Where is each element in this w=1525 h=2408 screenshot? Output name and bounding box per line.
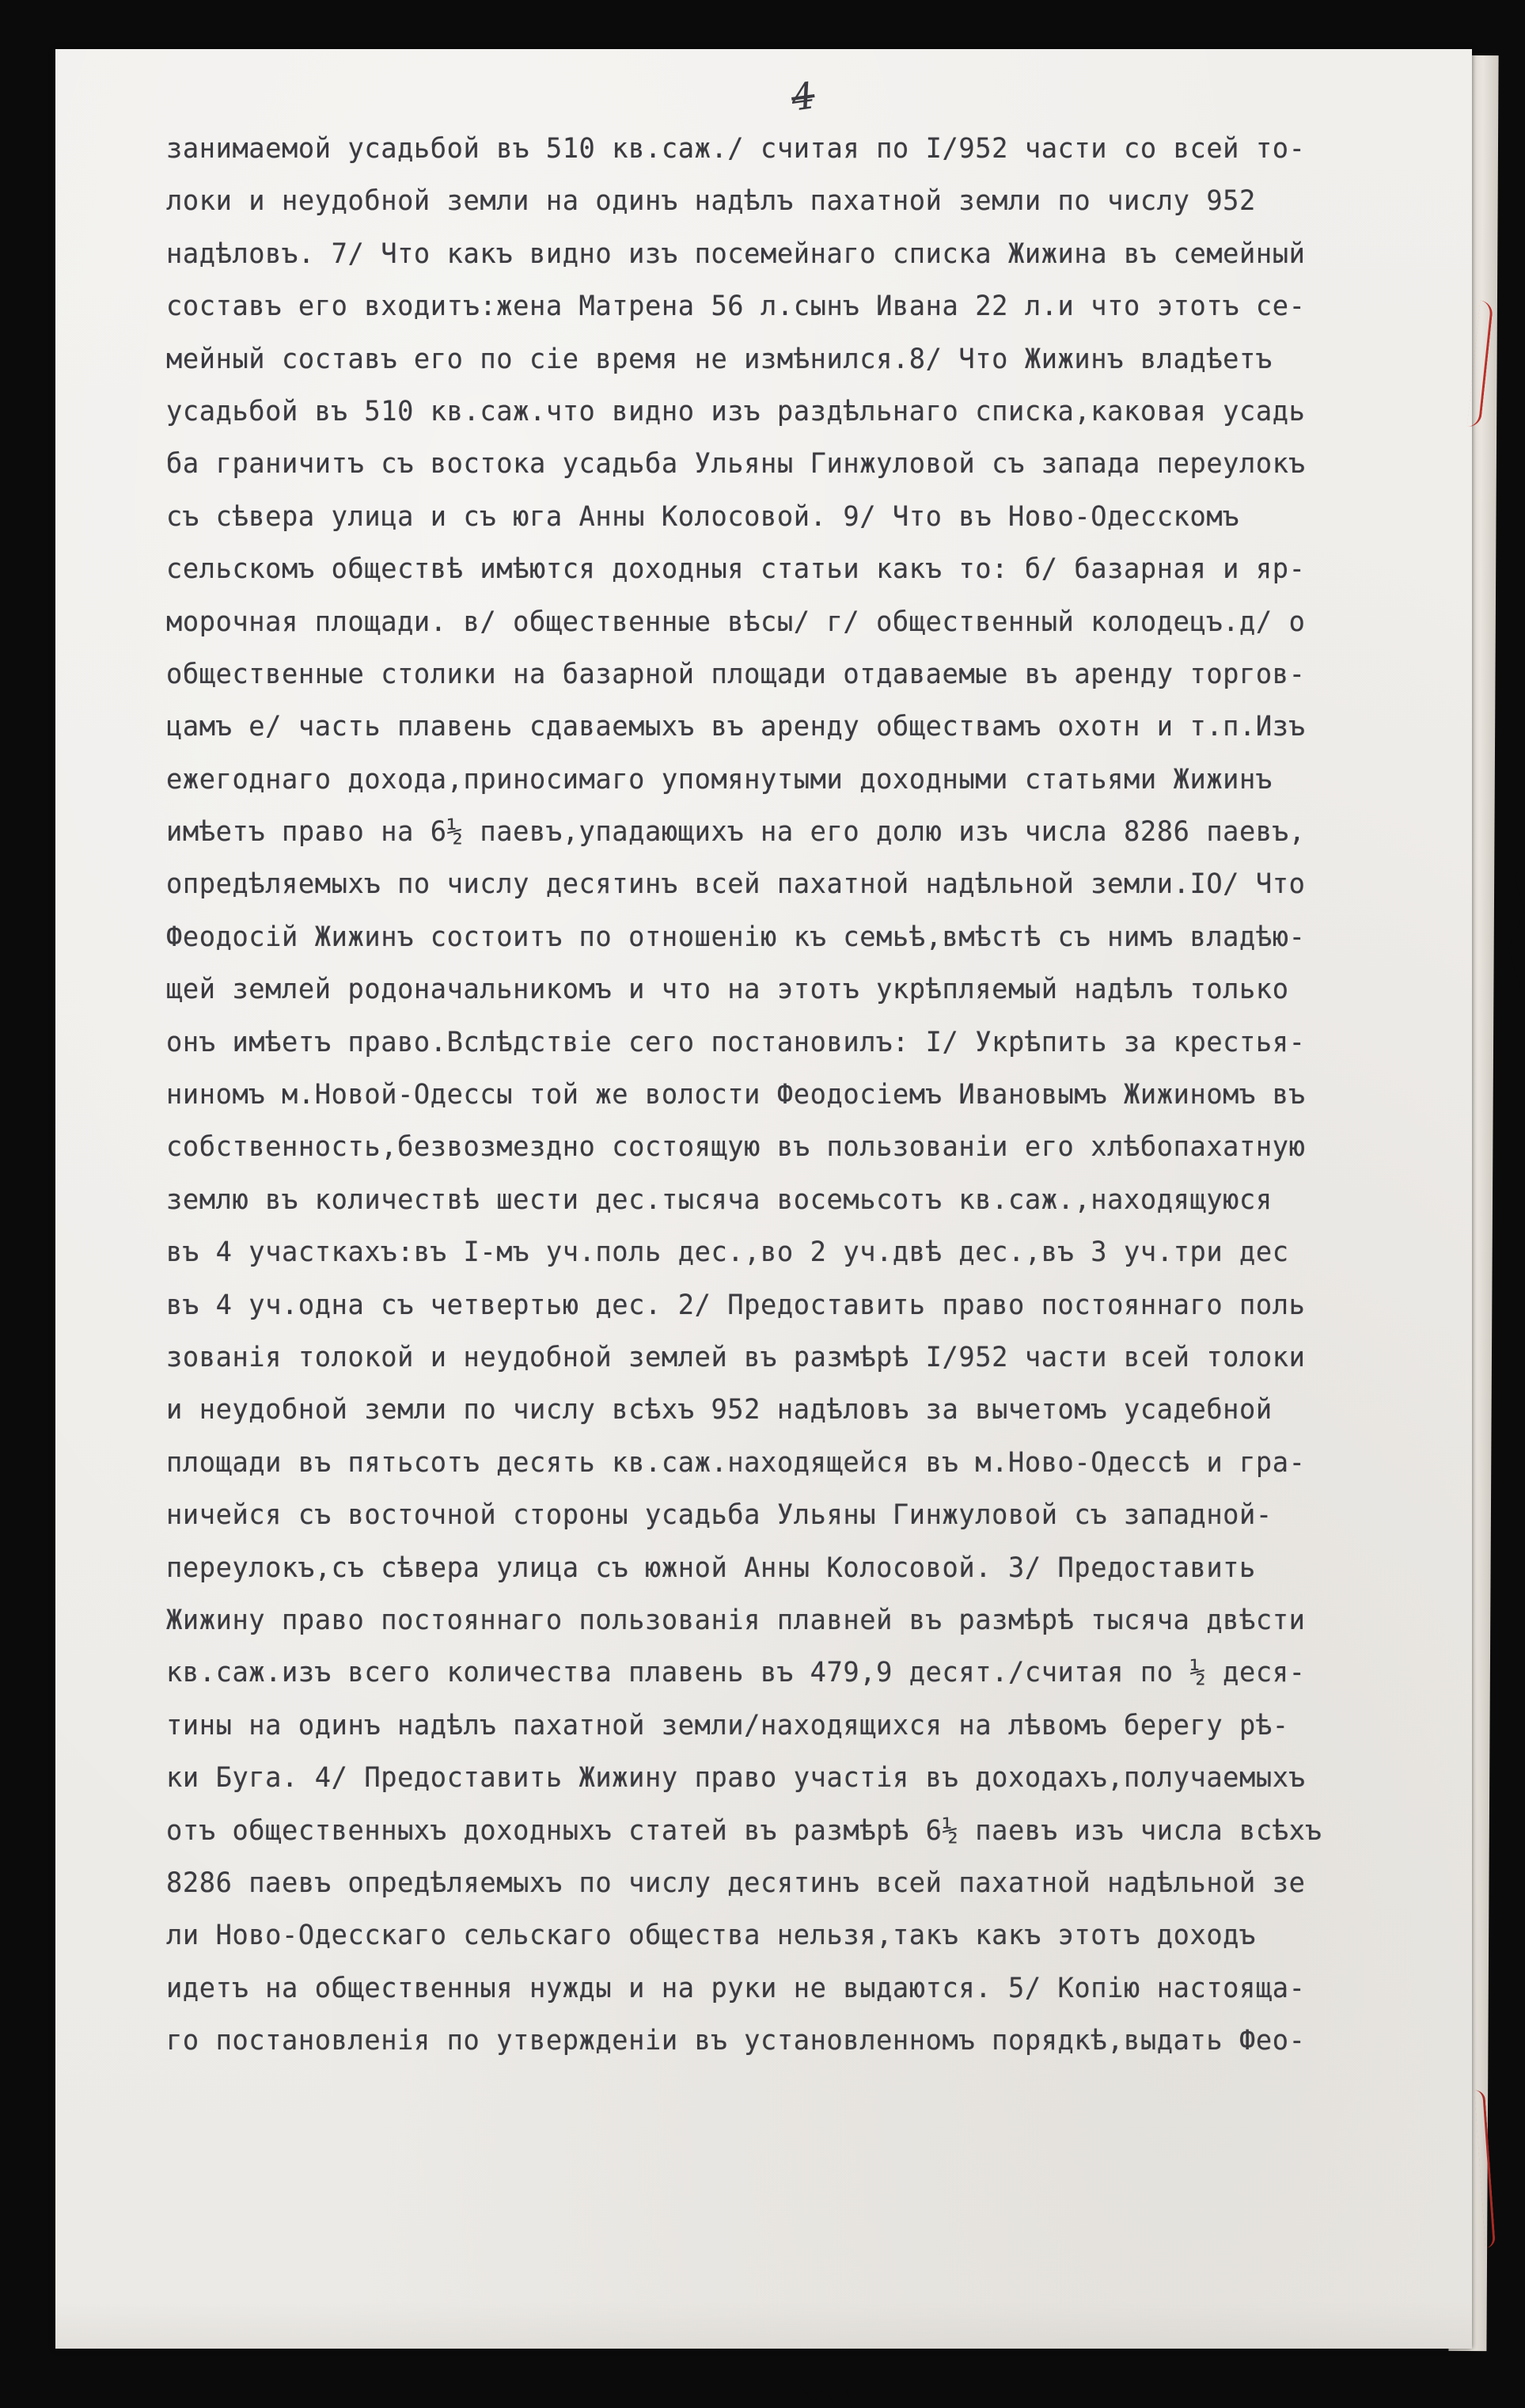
text-line: локи и неудобной земли на одинъ надѣлъ пахатной земли по числу 952	[166, 185, 1256, 218]
text-line: идетъ на общественныя нужды и на руки не выдаются. 5/ Копію настояща-	[166, 1972, 1306, 2004]
text-line: го постановленія по утвержденіи въ установленномъ порядкѣ,выдать Фео-	[166, 2025, 1306, 2057]
text-line: отъ общественныхъ доходныхъ статей въ размѣрѣ 6½ паевъ изъ числа всѣхъ	[166, 1814, 1322, 1847]
text-line: Жижину право постояннаго пользованія плавней въ размѣрѣ тысяча двѣсти	[166, 1604, 1306, 1636]
torn-edge	[1502, 849, 1525, 991]
text-line: сельскомъ обществѣ имѣются доходныя статьи какъ то: б/ базарная и яр-	[166, 553, 1306, 586]
text-line: онъ имѣетъ право.Вслѣдствіе сего постановилъ: I/ Укрѣпить за крестья-	[166, 1026, 1306, 1058]
text-line: занимаемой усадьбой въ 510 кв.саж./ считая по I/952 части со всей то-	[166, 133, 1306, 165]
bottom-notch	[799, 2384, 855, 2408]
text-line: Феодосій Жижинъ состоитъ по отношенію къ семьѣ,вмѣстѣ съ нимъ владѣю-	[166, 921, 1306, 953]
text-line: надѣловъ. 7/ Что какъ видно изъ посемейнаго списка Жижина въ семейный	[166, 237, 1306, 270]
text-line: землю въ количествѣ шести дес.тысяча восемьсотъ кв.саж.,находящуюся	[166, 1183, 1273, 1216]
text-line: и неудобной земли по числу всѣхъ 952 надѣловъ за вычетомъ усадебной	[166, 1394, 1273, 1426]
text-line: морочная площади. в/ общественные вѣсы/ г/ общественный колодецъ.д/ о	[166, 606, 1306, 638]
text-line: составъ его входитъ:жена Матрена 56 л.сынъ Ивана 22 л.и что этотъ се-	[166, 291, 1306, 323]
text-line: переулокъ,съ сѣвера улица съ южной Анны Колосовой. 3/ Предоставить	[166, 1552, 1256, 1584]
text-line: общественные столики на базарной площади отдаваемые въ аренду торгов-	[166, 658, 1306, 690]
text-line: съ сѣвера улица и съ юга Анны Колосовой. 9/ Что въ Ново-Одесскомъ	[166, 500, 1240, 533]
page-number: 4	[788, 74, 818, 120]
text-line: въ 4 уч.одна съ четвертью дес. 2/ Предоставить право постояннаго поль	[166, 1289, 1306, 1321]
text-line: кв.саж.изъ всего количества плавень въ 479,9 десят./считая по ½ деся-	[166, 1657, 1306, 1689]
text-line: ба граничитъ съ востока усадьба Ульяны Гинжуловой съ запада переулокъ	[166, 448, 1306, 480]
text-line: ки Буга. 4/ Предоставить Жижину право участія въ доходахъ,получаемыхъ	[166, 1762, 1306, 1795]
text-line: опредѣляемыхъ по числу десятинъ всей пахатной надѣльной земли.IO/ Что	[166, 868, 1306, 901]
text-line: площади въ пятьсотъ десять кв.саж.находящейся въ м.Ново-Одессѣ и гра-	[166, 1446, 1306, 1479]
text-line: мейный составъ его по сіе время не измѣнился.8/ Что Жижинъ владѣетъ	[166, 343, 1273, 375]
text-line: усадьбой въ 510 кв.саж.что видно изъ раздѣльнаго списка,каковая усадь	[166, 395, 1306, 427]
text-line: ежегоднаго дохода,приносимаго упомянутыми доходными статьями Жижинъ	[166, 763, 1273, 796]
text-line: собственность,безвозмездно состоящую въ пользованіи его хлѣбопахатную	[166, 1131, 1306, 1164]
text-line: зованія толокой и неудобной землей въ размѣрѣ I/952 части всей толоки	[166, 1341, 1306, 1373]
text-line: ли Ново-Одесскаго сельскаго общества нельзя,такъ какъ этотъ доходъ	[166, 1920, 1256, 1952]
typewritten-text	[166, 123, 1496, 2067]
text-line: тины на одинъ надѣлъ пахатной земли/находящихся на лѣвомъ берегу рѣ-	[166, 1709, 1289, 1741]
text-line: 8286 паевъ опредѣляемыхъ по числу десятинъ всей пахатной надѣльной зе	[166, 1867, 1306, 1899]
text-line: ничейся съ восточной стороны усадьба Ульяны Гинжуловой съ западной-	[166, 1499, 1273, 1532]
text-line: въ 4 участкахъ:въ I-мъ уч.поль дес.,во 2 уч.двѣ дес.,въ 3 уч.три дес	[166, 1236, 1289, 1269]
text-line: щей землей родоначальникомъ и что на этотъ укрѣпляемый надѣлъ только	[166, 974, 1289, 1006]
text-line: имѣетъ право на 6½ паевъ,упадающихъ на его долю изъ числа 8286 паевъ,	[166, 816, 1306, 849]
text-line: цамъ е/ часть плавень сдаваемыхъ въ аренду обществамъ охотн и т.п.Изъ	[166, 711, 1306, 743]
text-line: ниномъ м.Новой-Одессы той же волости Феодосіемъ Ивановымъ Жижиномъ въ	[166, 1079, 1306, 1111]
